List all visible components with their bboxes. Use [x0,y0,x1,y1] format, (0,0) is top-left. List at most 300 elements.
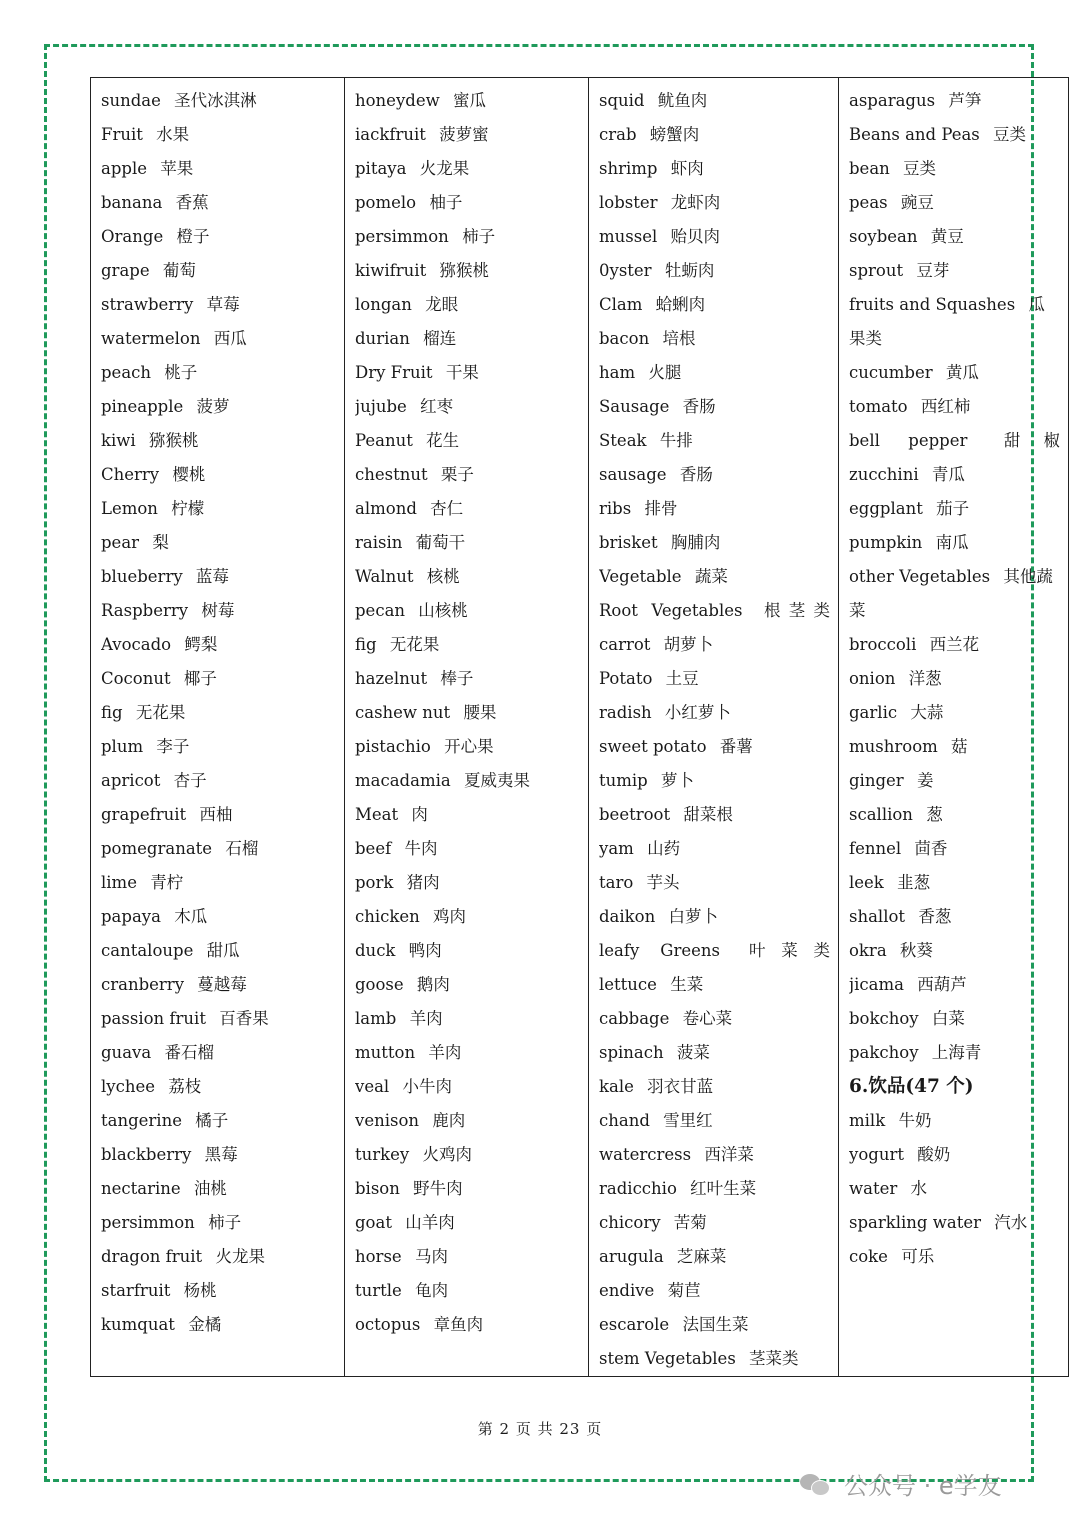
english-word: fennel [849,839,902,858]
chinese-translation: 黄瓜 [945,363,979,382]
chinese-translation: 杏子 [173,771,207,790]
english-word: other Vegetables [849,567,991,586]
vocab-entry [599,730,830,764]
chinese-translation: 香蕉 [175,193,209,212]
vocab-entry [599,696,830,730]
english-word: water [849,1179,898,1198]
vocab-entry [599,356,830,390]
english-word: radicchio [599,1179,677,1198]
vocab-entry [599,322,830,356]
chinese-translation: 黑莓 [204,1145,238,1164]
english-word: persimmon [101,1213,195,1232]
english-word: bacon [599,329,650,348]
english-word: chand [599,1111,650,1130]
chinese-translation: 小牛肉 [402,1077,452,1096]
vocab-entry [355,118,580,152]
english-word: durian [355,329,410,348]
chinese-translation: 葱 [926,805,943,824]
chinese-translation: 圣代冰淇淋 [174,91,257,110]
vocab-entry [849,254,1060,288]
chinese-translation: 韭葱 [897,873,931,892]
english-word: peach [101,363,152,382]
english-word: 0yster [599,261,652,280]
chinese-translation: 火腿 [648,363,682,382]
english-word: jujube [355,397,407,416]
chinese-translation: 胸脯肉 [670,533,721,552]
vocab-entry [355,458,580,492]
english-word: mutton [355,1043,416,1062]
english-word: mussel [599,227,658,246]
vocab-entry [849,900,1060,934]
vocab-entry [101,1002,336,1036]
vocab-entry [849,560,1060,628]
english-word: Orange [101,227,164,246]
english-word: leek [849,873,884,892]
english-word: spinach [599,1043,664,1062]
vocab-entry [355,526,580,560]
vocab-entry [599,1172,830,1206]
vocab-entry [101,1070,336,1104]
watermark-text: 公众号 · e学友 [844,1472,1002,1500]
vocab-entry [599,254,830,288]
english-word: pakchoy [849,1043,919,1062]
chinese-translation: 小红萝卜 [664,703,731,722]
chinese-translation: 羽衣甘蓝 [647,1077,714,1096]
vocab-entry [599,390,830,424]
english-word: ginger [849,771,904,790]
chinese-translation: 鸭肉 [408,941,442,960]
page-footer: 第 2 页 共 23 页 [477,1420,603,1438]
english-word: sausage [599,465,667,484]
english-word: broccoli [849,635,917,654]
chinese-translation: 火龙果 [215,1247,265,1266]
english-word: octopus [355,1315,421,1334]
chinese-translation: 西葫芦 [917,975,967,994]
chinese-translation: 羊肉 [428,1043,462,1062]
english-word: persimmon [355,227,449,246]
vocab-entry [599,118,830,152]
english-word: pecan [355,601,406,620]
chinese-translation: 栗子 [440,465,474,484]
chinese-translation: 蜜瓜 [452,91,486,110]
chinese-translation: 腰果 [463,703,497,722]
chinese-translation: 青柠 [150,873,184,892]
chinese-translation: 香葱 [918,907,952,926]
vocab-entry [849,968,1060,1002]
english-word: turtle [355,1281,402,1300]
chinese-translation: 甜瓜 [206,941,240,960]
english-word: asparagus [849,91,936,110]
chinese-translation: 猪肉 [406,873,440,892]
english-word: goose [355,975,404,994]
vocab-entry [355,662,580,696]
chinese-translation: 卷心菜 [682,1009,733,1028]
chinese-translation: 甜菜根 [683,805,733,824]
vocab-entry [355,832,580,866]
chinese-translation: 生菜 [670,975,704,994]
vocab-entry [849,390,1060,424]
chinese-translation: 胡萝卜 [663,635,714,654]
english-word: pork [355,873,394,892]
vocab-entry [101,1240,336,1274]
chinese-translation: 西红柿 [920,397,971,416]
chinese-translation: 西兰花 [929,635,980,654]
chinese-translation: 牡蛎肉 [664,261,715,280]
chinese-translation: 水 [910,1179,927,1198]
english-word: soybean [849,227,918,246]
english-word: sparkling water [849,1213,981,1232]
chinese-translation: 蔬菜 [694,567,728,586]
chinese-translation: 牛排 [659,431,693,450]
chinese-translation: 油桃 [193,1179,227,1198]
english-word: stem Vegetables [599,1349,736,1368]
english-word: cucumber [849,363,933,382]
english-word: okra [849,941,887,960]
chinese-translation: 牛奶 [898,1111,932,1130]
vocab-entry [101,356,336,390]
english-word: radish [599,703,652,722]
vocab-entry [355,356,580,390]
chinese-translation: 牛肉 [404,839,438,858]
vocab-entry [355,220,580,254]
vocab-entry [599,526,830,560]
chinese-translation: 树莓 [201,601,235,620]
vocab-entry [849,764,1060,798]
english-word: apple [101,159,148,178]
english-word: watercress [599,1145,692,1164]
english-word: almond [355,499,417,518]
english-word: chestnut [355,465,428,484]
chinese-translation: 西洋菜 [704,1145,754,1164]
vocab-entry [849,1104,1060,1138]
english-word: tangerine [101,1111,182,1130]
chinese-translation: 番薯 [719,737,753,756]
english-word: carrot [599,635,651,654]
vocab-entry [101,1274,336,1308]
english-word: daikon [599,907,656,926]
chinese-translation: 菇 [951,737,968,756]
english-word: sundae [101,91,161,110]
chinese-translation: 猕猴桃 [148,431,199,450]
chinese-translation: 雪里红 [663,1111,713,1130]
chinese-translation: 西柚 [199,805,233,824]
english-word: Coconut [101,669,171,688]
english-word: watermelon [101,329,201,348]
english-word: eggplant [849,499,923,518]
chinese-translation: 龟肉 [415,1281,449,1300]
vocab-entry [101,934,336,968]
english-word: pistachio [355,737,431,756]
vocab-entry [355,1206,580,1240]
english-word: plum [101,737,144,756]
vocab-entry [355,288,580,322]
chinese-translation: 梨 [152,533,169,552]
english-word: chicory [599,1213,661,1232]
vocab-entry [599,84,830,118]
english-word: longan [355,295,412,314]
vocab-entry [355,594,580,628]
vocab-entry [849,186,1060,220]
chinese-translation: 无花果 [389,635,440,654]
chinese-translation: 苹果 [160,159,194,178]
chinese-translation: 瓜果类 [849,295,1045,348]
english-word: Vegetable [599,567,682,586]
vocab-entry [355,900,580,934]
vocab-entry [599,866,830,900]
vocab-entry [599,152,830,186]
chinese-translation: 柠檬 [171,499,205,518]
chinese-translation: 葡萄干 [415,533,466,552]
chinese-translation: 山羊肉 [405,1213,455,1232]
english-word: mushroom [849,737,938,756]
english-word: yam [599,839,634,858]
vocab-entry [101,1172,336,1206]
english-word: horse [355,1247,402,1266]
english-word: cabbage [599,1009,670,1028]
english-word: escarole [599,1315,670,1334]
vocab-entry [849,288,1060,356]
english-word: 6.饮品(47 个) [849,1076,974,1097]
vocab-entry [355,968,580,1002]
chinese-translation: 樱桃 [172,465,206,484]
chinese-translation: 桃子 [164,363,198,382]
english-word: goat [355,1213,392,1232]
vocab-entry [101,526,336,560]
english-word: taro [599,873,634,892]
chinese-translation: 龙眼 [425,295,459,314]
chinese-translation: 龙虾肉 [670,193,721,212]
vocab-entry [599,1002,830,1036]
english-word: fruits and Squashes [849,295,1016,314]
chinese-translation: 开心果 [444,737,494,756]
chinese-translation: 李子 [156,737,190,756]
english-word: strawberry [101,295,194,314]
vocab-entry [101,84,336,118]
vocab-entry [101,832,336,866]
english-word: beef [355,839,392,858]
vocab-entry [599,1206,830,1240]
vocab-entry [849,866,1060,900]
vocab-entry [355,1308,580,1342]
vocab-entry [101,1036,336,1070]
vocab-entry [599,764,830,798]
vocab-entry [849,1138,1060,1172]
vocab-entry [849,798,1060,832]
vocab-entry [101,322,336,356]
chinese-translation: 芝麻菜 [676,1247,727,1266]
chinese-translation: 青瓜 [931,465,965,484]
vocab-entry [599,900,830,934]
vocab-entry [101,628,336,662]
english-word: hazelnut [355,669,428,688]
vocab-entry [101,900,336,934]
english-word: Fruit [101,125,143,144]
vocab-entry [849,424,1060,458]
english-word: venison [355,1111,420,1130]
english-word: Walnut [355,567,414,586]
vocab-entry [101,968,336,1002]
vocab-entry [101,492,336,526]
english-word: macadamia [355,771,451,790]
vocab-entry [101,594,336,628]
chinese-translation: 鳄梨 [184,635,218,654]
vocabulary-table [90,77,1069,1377]
vocab-entry [355,1274,580,1308]
vocab-entry [849,1002,1060,1036]
english-word: Lemon [101,499,158,518]
chinese-translation: 可乐 [901,1247,935,1266]
english-word: bokchoy [849,1009,919,1028]
english-word: guava [101,1043,152,1062]
english-word: onion [849,669,896,688]
vocab-entry [849,662,1060,696]
vocab-entry [101,662,336,696]
english-word: blueberry [101,567,183,586]
vocab-entry [355,696,580,730]
english-word: lettuce [599,975,657,994]
chinese-translation: 羊肉 [409,1009,443,1028]
english-word: bell pepper [849,431,968,450]
vocab-entry [101,696,336,730]
english-word: blackberry [101,1145,192,1164]
vocab-entry [101,1308,336,1342]
english-word: kiwifruit [355,261,427,280]
chinese-translation: 芦笋 [948,91,982,110]
vocab-entry [599,220,830,254]
chinese-translation: 豆类 [903,159,937,178]
english-word: honeydew [355,91,440,110]
vocab-entry [849,1240,1060,1274]
vocab-entry [355,1172,580,1206]
vocab-entry [599,1274,830,1308]
vocab-entry [355,628,580,662]
vocab-entry [101,1206,336,1240]
vocab-entry [599,628,830,662]
english-word: kale [599,1077,634,1096]
chinese-translation: 叶菜类 [749,941,830,960]
chinese-translation: 酸奶 [917,1145,951,1164]
chinese-translation: 豌豆 [900,193,934,212]
english-word: Beans and Peas [849,125,980,144]
english-word: cashew nut [355,703,451,722]
vocab-entry [101,254,336,288]
vocab-entry [849,458,1060,492]
vocab-entry [355,390,580,424]
vocab-entry [355,866,580,900]
chinese-translation: 菠菜 [676,1043,710,1062]
chinese-translation: 野牛肉 [413,1179,463,1198]
vocab-entry [849,492,1060,526]
vocab-entry [849,832,1060,866]
english-word: chicken [355,907,420,926]
chinese-translation: 棒子 [440,669,474,688]
vocab-entry [101,730,336,764]
english-word: passion fruit [101,1009,206,1028]
chinese-translation: 姜 [916,771,934,790]
english-word: zucchini [849,465,919,484]
chinese-translation: 苦菊 [673,1213,707,1232]
vocab-entry [355,424,580,458]
vocab-entry [355,492,580,526]
english-word: pineapple [101,397,184,416]
english-word: Meat [355,805,399,824]
english-word: beetroot [599,805,671,824]
vocab-entry [599,288,830,322]
chinese-translation: 干果 [445,363,479,382]
vocab-entry [599,798,830,832]
chinese-translation: 上海青 [931,1043,982,1062]
chinese-translation: 白菜 [931,1009,965,1028]
chinese-translation: 火龙果 [419,159,470,178]
vocab-entry [355,764,580,798]
english-word: bean [849,159,890,178]
vocab-entry [101,118,336,152]
chinese-translation: 柚子 [429,193,463,212]
chinese-translation: 花生 [426,431,460,450]
vocab-entry [599,1138,830,1172]
english-word: starfruit [101,1281,171,1300]
chinese-translation: 虾肉 [670,159,704,178]
vocab-entry [355,1104,580,1138]
chinese-translation: 白萝卜 [668,907,718,926]
vocab-entry [101,560,336,594]
chinese-translation: 榴连 [423,329,457,348]
vocab-entry [101,220,336,254]
chinese-translation: 南瓜 [935,533,969,552]
english-word: grapefruit [101,805,187,824]
chinese-translation: 章鱼肉 [433,1315,484,1334]
vocab-entry [101,1138,336,1172]
vocab-entry [355,1070,580,1104]
chinese-translation: 马肉 [414,1247,448,1266]
vocab-entry [599,1308,830,1342]
chinese-translation: 杏仁 [430,499,464,518]
chinese-translation: 豆类 [993,125,1027,144]
vocab-entry [101,390,336,424]
english-word: tomato [849,397,908,416]
vocab-entry [849,1070,1060,1104]
vocab-entry [599,1342,830,1376]
english-word: kumquat [101,1315,175,1334]
chinese-translation: 火鸡肉 [422,1145,472,1164]
english-word: leafy Greens [599,941,720,960]
english-word: pomegranate [101,839,213,858]
vocab-entry [101,798,336,832]
chinese-translation: 核桃 [426,567,460,586]
english-word: shallot [849,907,906,926]
english-word: jicama [849,975,904,994]
vocab-entry [599,1104,830,1138]
english-word: sprout [849,261,904,280]
vocab-entry [599,458,830,492]
vocab-entry [599,662,830,696]
vocab-entry [599,832,830,866]
column-1 [91,78,345,1377]
vocab-entry [355,1002,580,1036]
english-word: brisket [599,533,658,552]
chinese-translation: 菊苣 [667,1281,701,1300]
vocab-entry [101,764,336,798]
vocab-entry [355,186,580,220]
chinese-translation: 木瓜 [174,907,208,926]
english-word: scallion [849,805,913,824]
english-word: papaya [101,907,161,926]
chinese-translation: 茄子 [936,499,970,518]
chinese-translation: 贻贝肉 [670,227,720,246]
watermark [800,1466,1002,1501]
chinese-translation: 菠萝 [196,397,230,416]
vocab-entry [599,968,830,1002]
